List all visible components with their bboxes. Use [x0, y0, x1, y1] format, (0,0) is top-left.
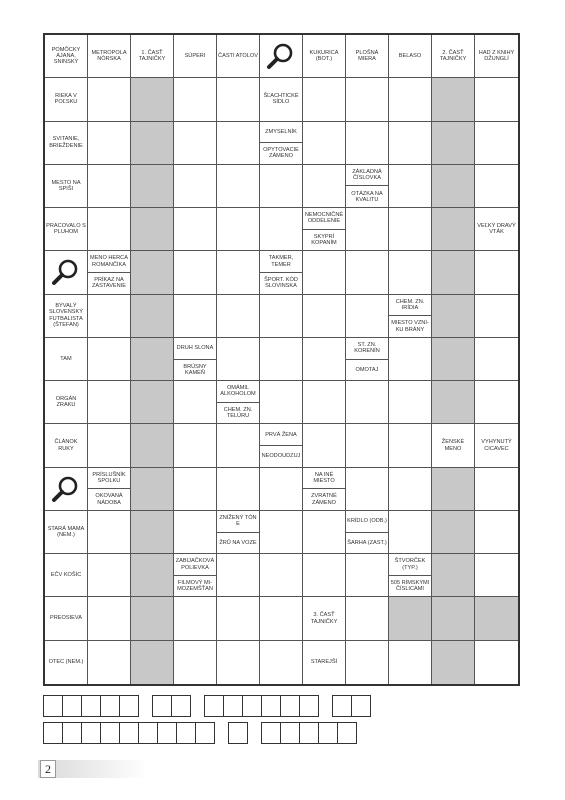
clue-text: MESTO NA SPIŠI [51, 179, 81, 192]
clue-text: SVITANIE, BRIEŽDENIE [49, 136, 83, 149]
clue-cell [45, 338, 88, 381]
clue-text: KUKURICA (BOT.) [309, 49, 339, 63]
clue-cell [45, 597, 88, 640]
answer-cell[interactable] [88, 511, 131, 554]
clue-cell [45, 381, 88, 424]
clue-text: ST. ZN. KORENÍN [354, 341, 380, 355]
answer-box[interactable] [261, 722, 281, 744]
shaded-answer-cell[interactable] [432, 78, 475, 121]
clue-cell [475, 35, 518, 78]
answer-cell[interactable] [260, 381, 303, 424]
answer-box[interactable] [332, 695, 352, 717]
answer-box[interactable] [337, 722, 357, 744]
answer-cell[interactable] [389, 208, 432, 251]
clue-text: PRÍSLUŠNÍK SPOLKU [92, 471, 126, 484]
shaded-answer-cell[interactable] [131, 165, 174, 208]
answer-cell[interactable] [475, 468, 518, 511]
clue-text: ŽRŮ NA VOZE [217, 532, 259, 554]
answer-cell[interactable] [475, 295, 518, 338]
answer-cell[interactable] [260, 641, 303, 684]
clue-cell [217, 381, 260, 424]
answer-cell[interactable] [346, 78, 389, 121]
clue-cell [303, 641, 346, 684]
answer-cell[interactable] [346, 597, 389, 640]
answer-cell[interactable] [217, 122, 260, 165]
answer-cell[interactable] [174, 468, 217, 511]
answer-cell[interactable] [88, 597, 131, 640]
answer-cell[interactable] [389, 78, 432, 121]
clue-text: ČASTI ATOLOV [218, 53, 258, 59]
clue-text: VYHYNUTÝ CICAVEC [481, 439, 512, 452]
answer-box[interactable] [62, 722, 82, 744]
answer-cell[interactable] [475, 554, 518, 597]
shaded-answer-cell[interactable] [475, 597, 518, 640]
answer-box[interactable] [280, 695, 300, 717]
answer-cell[interactable] [303, 295, 346, 338]
answer-cell[interactable] [174, 597, 217, 640]
answer-cell[interactable] [260, 468, 303, 511]
crossword-grid [43, 33, 520, 686]
magnifier-icon [260, 35, 303, 78]
clue-text: OMÁMIL ALKOHOLOM [220, 385, 256, 398]
answer-box[interactable] [119, 722, 139, 744]
clue-text: STAREJŠÍ [310, 659, 338, 666]
answer-box[interactable] [157, 722, 177, 744]
clue-cell [260, 424, 303, 467]
clue-text: PLOŠNÁ MIERA [355, 49, 379, 63]
answer-cell[interactable] [346, 251, 389, 294]
answer-cell[interactable] [475, 511, 518, 554]
clue-cell [346, 511, 389, 554]
answer-cell[interactable] [88, 554, 131, 597]
answer-cell[interactable] [88, 338, 131, 381]
shaded-answer-cell[interactable] [432, 165, 475, 208]
shaded-answer-cell[interactable] [389, 597, 432, 640]
answer-cell[interactable] [346, 641, 389, 684]
answer-cell[interactable] [346, 468, 389, 511]
clue-cell [346, 35, 389, 78]
answer-box[interactable] [299, 695, 319, 717]
clue-cell [389, 554, 432, 597]
answer-cell[interactable] [88, 208, 131, 251]
answer-cell[interactable] [389, 468, 432, 511]
clue-text: PRACOVALO S PLUHOM [46, 222, 86, 236]
answer-cell[interactable] [303, 251, 346, 294]
clue-cell [45, 295, 88, 338]
shaded-answer-cell[interactable] [432, 251, 475, 294]
clue-text: BRÚSNY KAMEŇ [174, 359, 216, 381]
answer-cell[interactable] [174, 641, 217, 684]
answer-cell[interactable] [260, 295, 303, 338]
clue-cell [475, 424, 518, 467]
answer-cell[interactable] [346, 554, 389, 597]
clue-cell [45, 122, 88, 165]
answer-cell[interactable] [217, 295, 260, 338]
shaded-answer-cell[interactable] [131, 338, 174, 381]
answer-box[interactable] [171, 695, 191, 717]
answer-cell[interactable] [174, 251, 217, 294]
answer-cell[interactable] [260, 165, 303, 208]
clue-cell [217, 511, 260, 554]
answer-cell[interactable] [88, 641, 131, 684]
clue-text: OMOTAJ [346, 359, 388, 381]
clue-text: ŽENSKÉ MENO [441, 439, 465, 452]
clue-cell [45, 424, 88, 467]
shaded-answer-cell[interactable] [131, 78, 174, 121]
answer-box[interactable] [152, 695, 172, 717]
clue-text: SÚPERI [184, 53, 206, 59]
answer-cell[interactable] [389, 511, 432, 554]
answer-cell[interactable] [174, 381, 217, 424]
clue-cell [346, 165, 389, 208]
answer-cell[interactable] [217, 251, 260, 294]
clue-text: VEĽKÝ DRAVÝ VTÁK [477, 222, 516, 236]
answer-box[interactable] [228, 722, 248, 744]
answer-cell[interactable] [217, 338, 260, 381]
clue-text: 3. ČASŤ TAJNIČKY [310, 612, 338, 625]
clue-cell [303, 208, 346, 251]
clue-cell [45, 641, 88, 684]
clue-cell [45, 35, 88, 78]
clue-text: ZÁKLADNÁ ČÍSLOVKA [352, 168, 382, 182]
answer-box[interactable] [81, 695, 101, 717]
answer-cell[interactable] [475, 122, 518, 165]
clue-cell [389, 35, 432, 78]
answer-box[interactable] [81, 722, 101, 744]
shaded-answer-cell[interactable] [432, 641, 475, 684]
answer-cell[interactable] [174, 511, 217, 554]
clue-text: METROPOLA NÓRSKA [91, 49, 127, 63]
shaded-answer-cell[interactable] [131, 251, 174, 294]
clue-cell [45, 208, 88, 251]
clue-cell [88, 251, 131, 294]
clue-text: ZNÍŽENÝ TÓN E [219, 514, 257, 528]
clue-text: CHEM. ZN. IRÍDIA [395, 298, 425, 311]
answer-box[interactable] [195, 722, 215, 744]
answer-cell[interactable] [88, 295, 131, 338]
clue-cell [260, 251, 303, 294]
answer-cell[interactable] [174, 165, 217, 208]
clue-cell [217, 35, 260, 78]
answer-cell[interactable] [303, 511, 346, 554]
answer-cell[interactable] [260, 338, 303, 381]
answer-cell[interactable] [389, 122, 432, 165]
answer-box[interactable] [176, 722, 196, 744]
answer-cell[interactable] [174, 78, 217, 121]
answer-box[interactable] [242, 695, 262, 717]
answer-cell[interactable] [389, 165, 432, 208]
answer-box[interactable] [299, 722, 319, 744]
shaded-answer-cell[interactable] [131, 468, 174, 511]
answer-cell[interactable] [217, 641, 260, 684]
shaded-answer-cell[interactable] [131, 295, 174, 338]
clue-text: OTÁZKA NA KVALITU [346, 185, 388, 207]
answer-box[interactable] [261, 695, 281, 717]
clue-text: PRVÁ ŽENA [265, 431, 297, 438]
answer-cell[interactable] [475, 641, 518, 684]
clue-cell [45, 554, 88, 597]
answer-cell[interactable] [346, 122, 389, 165]
clue-cell [475, 208, 518, 251]
clue-text: PRÍKAZ NA ZASTAVENIE [88, 272, 130, 294]
clue-cell [45, 78, 88, 121]
answer-cell[interactable] [303, 381, 346, 424]
answer-cell[interactable] [88, 122, 131, 165]
answer-cell[interactable] [346, 381, 389, 424]
answer-box[interactable] [318, 722, 338, 744]
clue-cell [45, 511, 88, 554]
magnifier-icon [45, 251, 88, 294]
answer-box[interactable] [351, 695, 371, 717]
shaded-answer-cell[interactable] [131, 424, 174, 467]
clue-cell [45, 165, 88, 208]
clue-text: 2. ČASŤ TAJNIČKY [439, 49, 467, 63]
answer-cell[interactable] [303, 165, 346, 208]
answer-cell[interactable] [217, 424, 260, 467]
shaded-answer-cell[interactable] [432, 468, 475, 511]
answer-box[interactable] [223, 695, 243, 717]
clue-text: ŠTVORČEK (TYP.) [394, 558, 426, 571]
shaded-answer-cell[interactable] [131, 554, 174, 597]
answer-cell[interactable] [389, 381, 432, 424]
answer-cell[interactable] [217, 554, 260, 597]
clue-text: NA INÉ MIESTO [313, 471, 335, 484]
clue-cell [389, 295, 432, 338]
clue-text: SKYPRÍ KOPANÍM [303, 229, 345, 251]
clue-text: BELASO [398, 53, 422, 59]
clue-cell [432, 424, 475, 467]
answer-box[interactable] [119, 695, 139, 717]
answer-cell[interactable] [260, 554, 303, 597]
clue-text: ORGÁN ZRAKU [55, 396, 77, 409]
shaded-answer-cell[interactable] [131, 641, 174, 684]
clue-text: HAD Z KNIHY DŽUNGLÍ [478, 49, 515, 63]
answer-cell[interactable] [217, 597, 260, 640]
clue-cell [174, 338, 217, 381]
answer-cell[interactable] [88, 78, 131, 121]
answer-cell[interactable] [260, 208, 303, 251]
clue-text: CHEM. ZN. TELÚRU [217, 402, 259, 424]
clue-text: ZVRATNÉ ZÁMENO [303, 488, 345, 510]
clue-cell [303, 468, 346, 511]
magnifier-icon [45, 468, 88, 511]
answer-cell[interactable] [174, 295, 217, 338]
answer-cell[interactable] [389, 424, 432, 467]
shaded-answer-cell[interactable] [432, 208, 475, 251]
answer-box[interactable] [280, 722, 300, 744]
shaded-answer-cell[interactable] [432, 554, 475, 597]
answer-cell[interactable] [174, 122, 217, 165]
clue-text: ČLÁNOK RUKY [54, 439, 78, 452]
answer-box[interactable] [100, 695, 120, 717]
shaded-answer-cell[interactable] [131, 511, 174, 554]
clue-cell [131, 35, 174, 78]
clue-text: MIESTO VZNI-KU BRÁNY [389, 315, 431, 337]
answer-cell[interactable] [88, 165, 131, 208]
shaded-answer-cell[interactable] [131, 208, 174, 251]
shaded-answer-cell[interactable] [432, 338, 475, 381]
shaded-answer-cell[interactable] [432, 295, 475, 338]
shaded-answer-cell[interactable] [432, 122, 475, 165]
answer-cell[interactable] [260, 597, 303, 640]
answer-cell[interactable] [389, 251, 432, 294]
clue-text: KRÍDLO (ODB.) [347, 518, 387, 525]
answer-box[interactable] [204, 695, 224, 717]
clue-cell [260, 78, 303, 121]
shaded-answer-cell[interactable] [131, 381, 174, 424]
answer-cell[interactable] [174, 208, 217, 251]
clue-text: TAKMER, TEMER [268, 255, 294, 268]
page-number: 2 [40, 760, 56, 778]
clue-text: 505 RÍMSKYMI ČÍSLICAMI [389, 575, 431, 597]
answer-cell[interactable] [389, 641, 432, 684]
clue-text: EČV KOŠÍC [50, 572, 82, 579]
clue-text: FILMOVÝ MI-MOZEMŠŤAN [174, 575, 216, 597]
clue-cell [303, 597, 346, 640]
clue-text: PREOSIEVA [50, 615, 82, 622]
clue-text: OKOVANÁ NÁDOBA [88, 488, 130, 510]
clue-cell [174, 35, 217, 78]
clue-text: 1. ČASŤ TAJNIČKY [138, 49, 166, 63]
answer-cell[interactable] [88, 381, 131, 424]
clue-cell [432, 35, 475, 78]
clue-text: RIEKA V POĽSKU [54, 93, 78, 106]
answer-cell[interactable] [303, 424, 346, 467]
answer-cell[interactable] [346, 424, 389, 467]
clue-cell [88, 468, 131, 511]
clue-text: TAM [60, 355, 72, 362]
clue-text: ZABIJAČKOVÁ POLIEVKA [175, 558, 215, 571]
clue-text: ZMYSELNÍK [265, 128, 297, 135]
clue-text: DRUH SLONA [176, 345, 214, 352]
answer-box[interactable] [100, 722, 120, 744]
clue-cell [303, 35, 346, 78]
clue-text: ŠĽACHTICKÉ SÍDLO [263, 93, 299, 106]
answer-cell[interactable] [88, 424, 131, 467]
answer-cell[interactable] [346, 295, 389, 338]
answer-cell[interactable] [303, 338, 346, 381]
clue-cell [174, 554, 217, 597]
clue-text: NEMOCNIČNÉ ODDELENIE [304, 212, 344, 225]
answer-cell[interactable] [475, 251, 518, 294]
answer-box[interactable] [62, 695, 82, 717]
clue-text: STARÁ MAMA (NEM.) [47, 525, 85, 539]
answer-cell[interactable] [174, 424, 217, 467]
shaded-answer-cell[interactable] [432, 511, 475, 554]
clue-text: BÝVALÝ SLOVENSKÝ FUTBALISTA (ŠTEFAN) [49, 303, 83, 328]
clue-text: ŠPORT. KÓD SLOVINSKA [260, 272, 302, 294]
answer-box[interactable] [43, 722, 63, 744]
answer-cell[interactable] [475, 78, 518, 121]
shaded-answer-cell[interactable] [131, 597, 174, 640]
shaded-answer-cell[interactable] [131, 122, 174, 165]
answer-cell[interactable] [303, 122, 346, 165]
answer-cell[interactable] [260, 511, 303, 554]
clue-text: NEODOUDZUJ [260, 445, 302, 467]
answer-cell[interactable] [217, 468, 260, 511]
answer-cell[interactable] [475, 165, 518, 208]
clue-cell [88, 35, 131, 78]
clue-text: OTEC (NEM.) [48, 659, 84, 666]
answer-cell[interactable] [303, 554, 346, 597]
answer-cell[interactable] [217, 78, 260, 121]
clue-text: OPYTOVACIE ZÁMENO [260, 142, 302, 164]
answer-cell[interactable] [346, 208, 389, 251]
clue-text: ŠARHA (ZAST.) [346, 532, 388, 554]
answer-cell[interactable] [389, 338, 432, 381]
answer-box[interactable] [138, 722, 158, 744]
shaded-answer-cell[interactable] [432, 597, 475, 640]
answer-cell[interactable] [303, 78, 346, 121]
answer-cell[interactable] [217, 208, 260, 251]
clue-cell [346, 338, 389, 381]
clue-text: POMÔCKY AJANA, SNINSKÝ [51, 46, 81, 66]
shaded-answer-cell[interactable] [432, 381, 475, 424]
clue-text: MENO HERCA ROMANČÍKA [90, 255, 128, 268]
answer-cell[interactable] [475, 381, 518, 424]
answer-cell[interactable] [475, 338, 518, 381]
answer-cell[interactable] [217, 165, 260, 208]
clue-cell [260, 122, 303, 165]
answer-box[interactable] [43, 695, 63, 717]
